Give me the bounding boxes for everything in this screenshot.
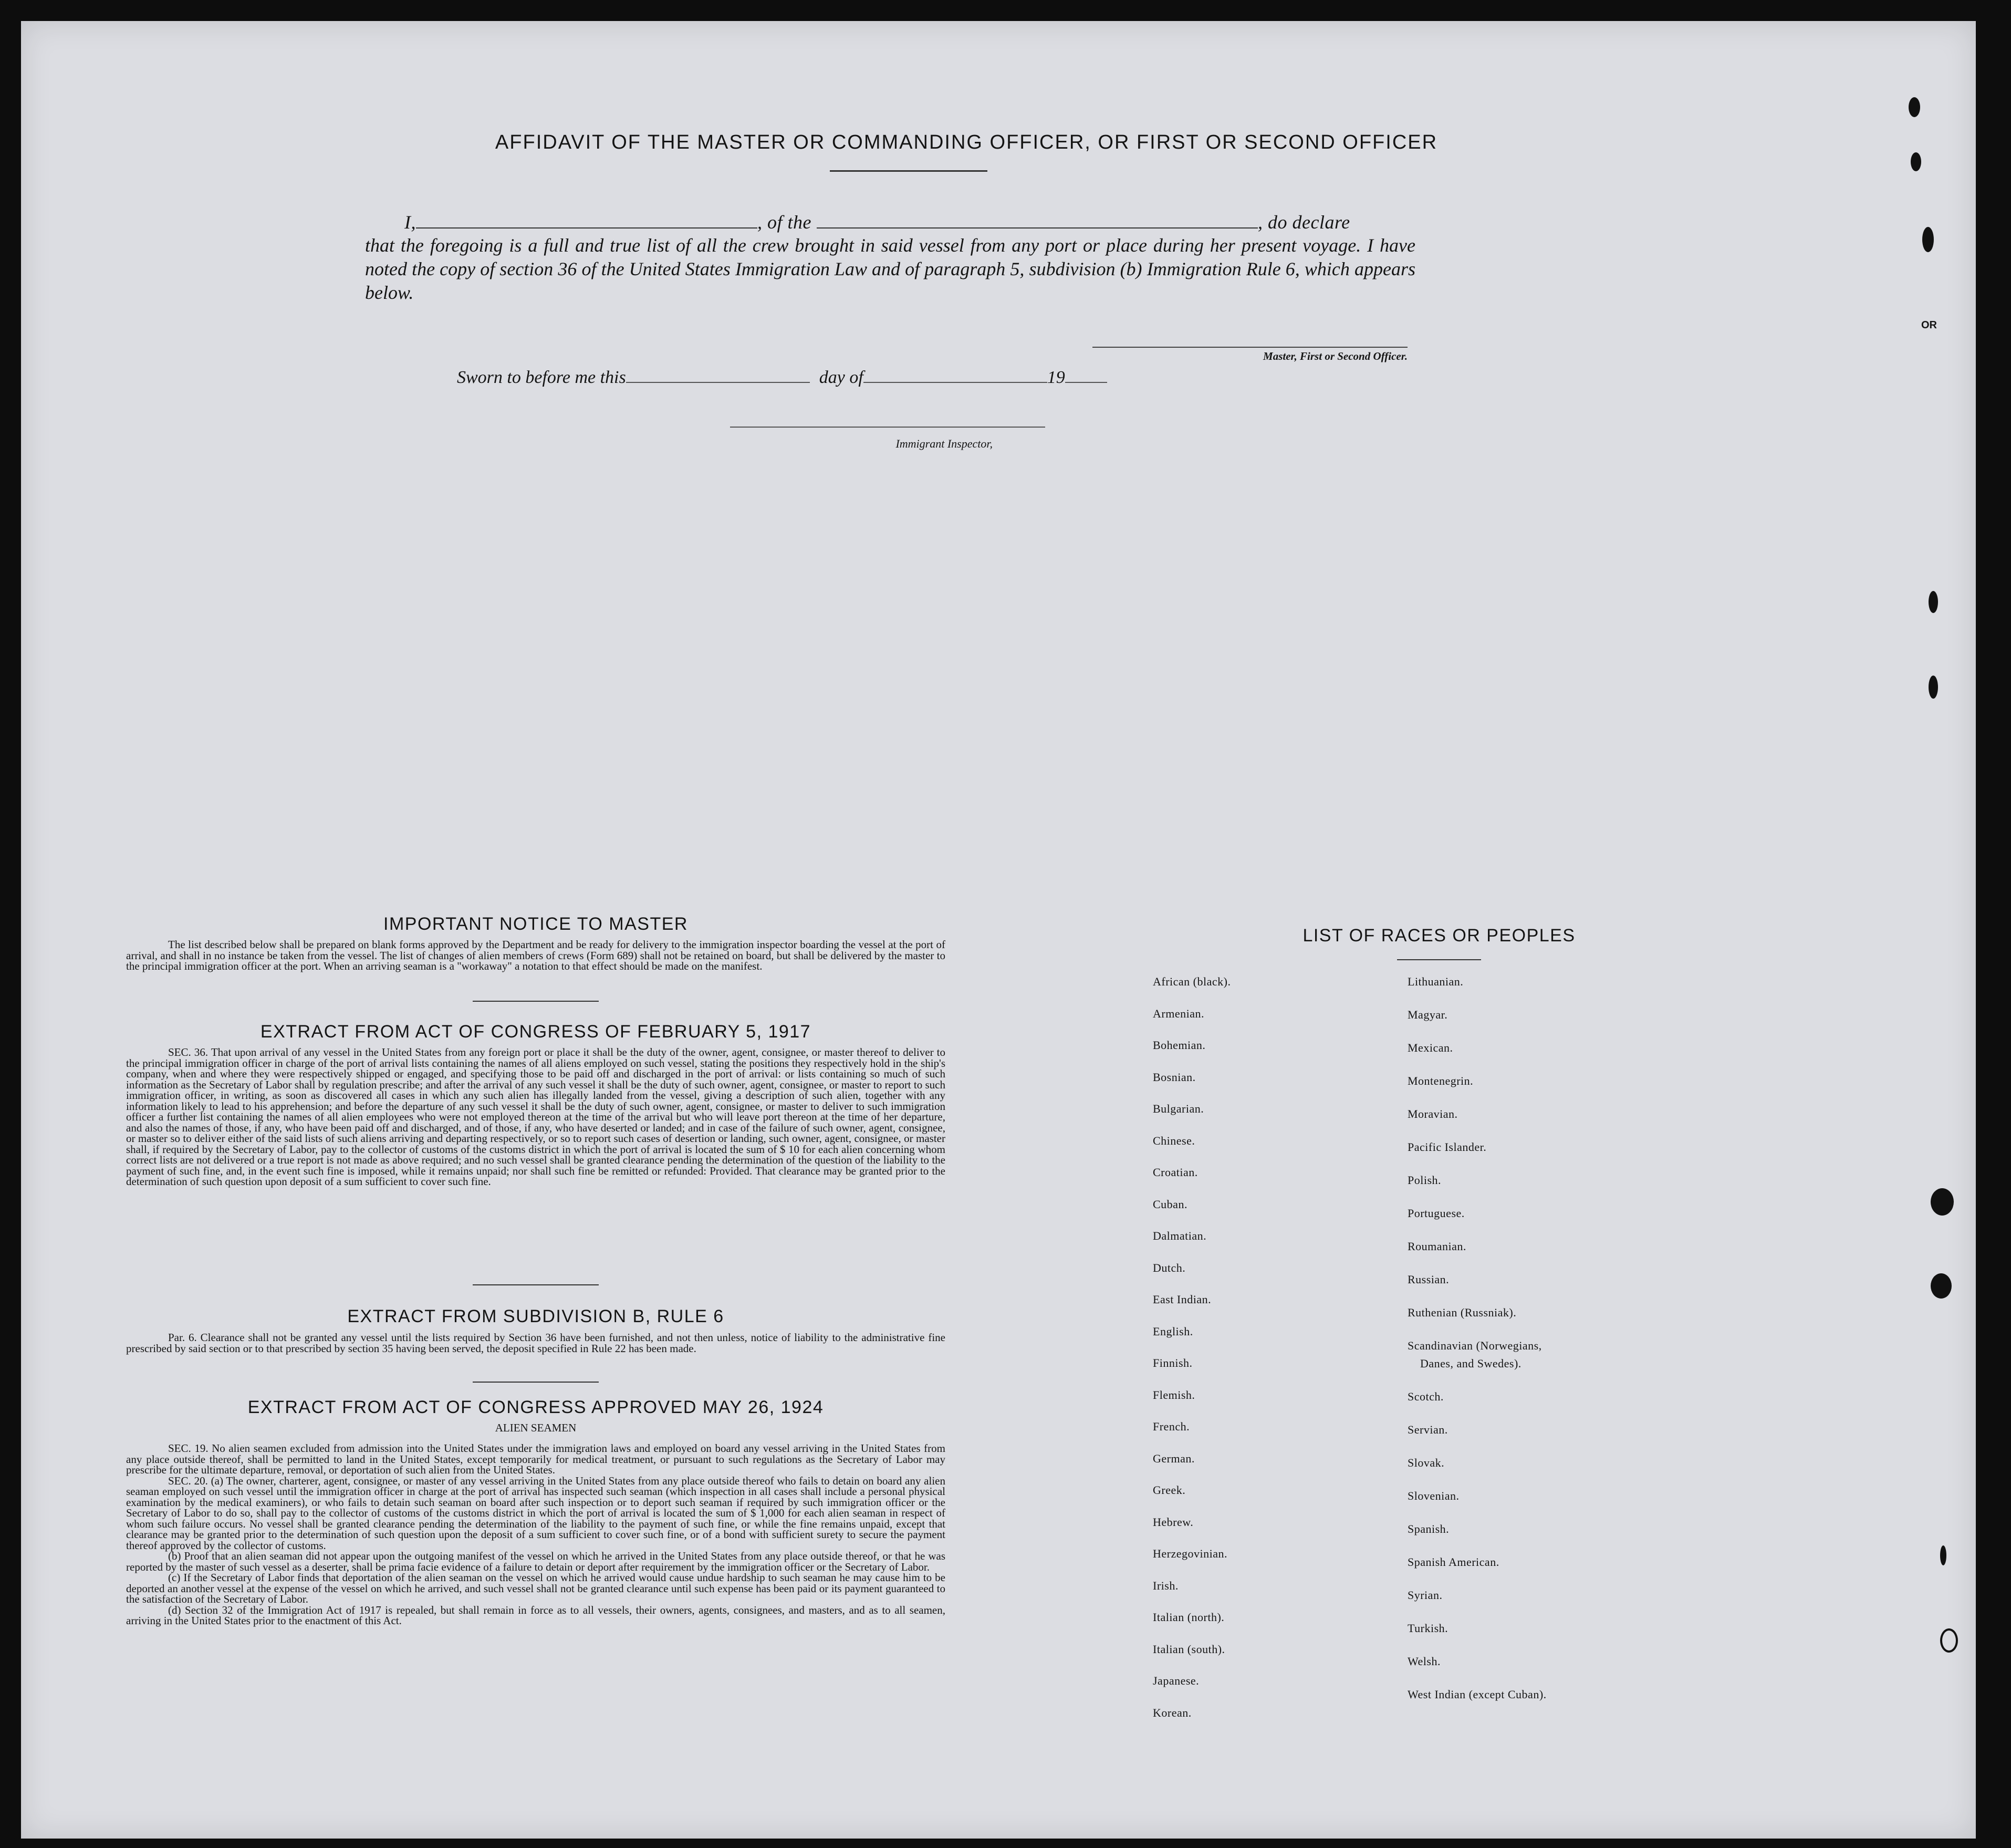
race-item: West Indian (except Cuban). bbox=[1408, 1688, 1547, 1701]
race-item: Dutch. bbox=[1153, 1261, 1186, 1274]
race-item: Ruthenian (Russniak). bbox=[1408, 1306, 1517, 1319]
section-divider bbox=[473, 1382, 599, 1383]
section-divider bbox=[473, 1001, 599, 1002]
punch-hole bbox=[1931, 1273, 1952, 1299]
race-item: Korean. bbox=[1153, 1706, 1192, 1719]
punch-hole-mark bbox=[1922, 227, 1934, 252]
extract-rule6-text: Par. 6. Clearance shall not be granted any vessel until the lists required by Section 36 have been furnished, and not then unless, notice of liability to the administrative fine prescribed by said section or to that prescribed by section 35 having been served, the deposit specified in Rule 22 has been made. bbox=[126, 1331, 945, 1355]
race-item: Syrian. bbox=[1408, 1589, 1443, 1602]
race-item: Japanese. bbox=[1153, 1674, 1200, 1687]
race-item: Slovenian. bbox=[1408, 1489, 1460, 1502]
race-item: Lithuanian. bbox=[1408, 975, 1464, 988]
extract-1924-text bbox=[126, 1443, 945, 1626]
document-page bbox=[21, 21, 1976, 1839]
race-item: Hebrew. bbox=[1153, 1515, 1194, 1529]
notice-title: IMPORTANT NOTICE TO MASTER bbox=[383, 914, 688, 934]
race-item: Servian. bbox=[1408, 1423, 1448, 1436]
race-item: Danes, and Swedes). bbox=[1420, 1357, 1522, 1370]
punch-hole-mark bbox=[1929, 676, 1938, 699]
declaration-line bbox=[404, 211, 1413, 233]
races-title: LIST OF RACES OR PEOPLES bbox=[1303, 926, 1576, 946]
punch-hole-mark bbox=[1909, 97, 1920, 117]
sec19-paragraph: SEC. 19. No alien seamen excluded from admission into the United States under the immigration laws and employed on board any vessel arriving in the United States from any place outside thereof, shall be permitted to land in the United States, except temporarily for medical treatment, or pursuant to such regulations as the Secretary of Labor may prescribe for the ultimate departure, removal, or deportation of such alien from the United States. bbox=[126, 1442, 945, 1476]
affidavit-title: AFFIDAVIT OF THE MASTER OR COMMANDING OFFICER, OR FIRST OR SECOND OFFICER bbox=[495, 131, 1438, 153]
sworn-text: Sworn to before me this bbox=[457, 368, 626, 387]
race-item: Russian. bbox=[1408, 1273, 1450, 1286]
day-blank bbox=[626, 368, 810, 383]
race-item: Roumanian. bbox=[1408, 1240, 1466, 1253]
race-item: Bulgarian. bbox=[1153, 1102, 1204, 1115]
race-item: Slovak. bbox=[1408, 1456, 1445, 1469]
race-item: Chinese. bbox=[1153, 1134, 1195, 1147]
race-item: Spanish. bbox=[1408, 1522, 1450, 1535]
race-item: Italian (north). bbox=[1153, 1611, 1225, 1624]
race-item: Magyar. bbox=[1408, 1008, 1448, 1021]
punch-hole-mark bbox=[1940, 1545, 1946, 1565]
extract-1917-text: SEC. 36. That upon arrival of any vessel in the United States from any foreign port or place it shall be the duty of the owner, agent, consignee, or master thereof to deliver to the principal immigration officer in charge of the port of arrival lists containing the names of all aliens employed on such vessel, stating the positions they respectively hold in the ship's company, when and where they were respectively shipped or engaged, and specifying those to be paid off and discharged in the port of arrival: or lists containing so much of such information as the Secretary of Labor shall by regulation prescribe; and after the arrival of any such vessel it shall be the duty of such owner, agent, consignee, or master to report to such immigration officer, in writing, as soon as discovered all cases in which any such alien has illegally landed from the vessel, giving a description of such alien, together with any information likely to lead to his apprehension; and before the departure of any such vessel it shall be the duty of such owner, agent, consignee, or master to deliver to such immigration officer a further list containing the names of all alien employees who were not employed thereon at the time of the arrival but who will leave port thereon at the time of her departure, and also the names of those, if any, who have been paid off and discharged, and of those, if any, who have deserted or landed; and in case of the failure of such owner, agent, consignee, or master so to deliver either of the said lists of such aliens arriving and departing respectively, or so to report such cases of desertion or landing, such owner, agent, consignee, or master shall, if required by the Secretary of Labor, pay to the collector of customs of the customs district in which the port of arrival is located the sum of $ 10 for each alien concerning whom correct lists are not delivered or a true report is not made as above required; and no such vessel shall be granted clearance pending the determination of the question of the liability to the payment of such fine, and, in the event such fine is imposed, while it remains unpaid; nor shall such fine be remitted or refunded: Provided. That clearance may be granted prior to the determination of such question upon deposit of a sum sufficient to cover such fine. bbox=[126, 1046, 945, 1188]
extract-1924-title: EXTRACT FROM ACT OF CONGRESS APPROVED MAY 26, 1924 bbox=[247, 1397, 824, 1417]
race-item: Moravian. bbox=[1408, 1107, 1458, 1120]
race-item: Armenian. bbox=[1153, 1006, 1204, 1020]
race-item: East Indian. bbox=[1153, 1293, 1212, 1306]
race-item: Montenegrin. bbox=[1408, 1074, 1474, 1087]
name-blank bbox=[416, 212, 757, 229]
master-signature-line bbox=[1092, 347, 1408, 348]
race-item: Greek. bbox=[1153, 1483, 1186, 1497]
race-item: Flemish. bbox=[1153, 1388, 1195, 1401]
race-item: Pacific Islander. bbox=[1408, 1140, 1487, 1154]
race-item: French. bbox=[1153, 1420, 1190, 1433]
affidavit-body: that the foregoing is a full and true list of all the crew brought in said vessel from any port or place during her present voyage. I have noted the copy of section 36 of the United States Immigration Law and of paragraph 5, subdivision (b) Immigration Rule 6, which appears below. bbox=[365, 235, 1415, 303]
extract-1924-subtitle: ALIEN SEAMEN bbox=[495, 1421, 577, 1434]
race-item: Scandinavian (Norwegians, bbox=[1408, 1339, 1542, 1352]
race-item: German. bbox=[1153, 1451, 1195, 1465]
race-item: Mexican. bbox=[1408, 1041, 1453, 1054]
sec20d-paragraph: (d) Section 32 of the Immigration Act of 1917 is repealed, but shall remain in force as to all vessels, their owners, agents, consignees, and masters, and as to all seamen, arriving in the United States prior to the enactment of this Act. bbox=[126, 1603, 945, 1627]
master-signature-label: Master, First or Second Officer. bbox=[1263, 350, 1408, 362]
margin-or-text: OR bbox=[1921, 319, 1937, 331]
extract-rule6-title: EXTRACT FROM SUBDIVISION B, RULE 6 bbox=[347, 1306, 724, 1326]
declaration-do-declare: , do declare bbox=[1257, 212, 1350, 233]
race-item: Dalmatian. bbox=[1153, 1229, 1207, 1242]
sworn-day-of: day of bbox=[819, 368, 863, 387]
race-item: Bosnian. bbox=[1153, 1070, 1196, 1084]
race-item: Finnish. bbox=[1153, 1356, 1193, 1369]
sworn-line bbox=[457, 368, 1192, 388]
inspector-signature-line bbox=[730, 427, 1045, 428]
race-item: Croatian. bbox=[1153, 1166, 1198, 1179]
race-item: Cuban. bbox=[1153, 1197, 1187, 1211]
section-divider bbox=[473, 1284, 599, 1285]
race-item: Welsh. bbox=[1408, 1655, 1441, 1668]
title-underline bbox=[830, 170, 987, 172]
sec20b-paragraph: (b) Proof that an alien seaman did not appear upon the outgoing manifest of the vessel on which he arrived in the United States from any place outside thereof, or that he was reported by the master of such vessel as a deserter, shall be prima facie evidence of a failure to detain or deport after requirement by the immigration officer or the Secretary of Labor. bbox=[126, 1550, 945, 1573]
notice-text: The list described below shall be prepared on blank forms approved by the Department and be ready for delivery to the immigration inspector boarding the vessel at the port of arrival, and shall in no instance be taken from the vessel. The list of changes of alien members of crews (Form 689) shall not be retained on board, but shall be delivered by the master to the principal immigration officer at the port. When an arriving seaman is a "workaway" a notation to that effect should be made on the manifest. bbox=[126, 938, 945, 972]
race-item: Irish. bbox=[1153, 1579, 1179, 1592]
race-item: African (black). bbox=[1153, 975, 1231, 988]
extract-1917-title: EXTRACT FROM ACT OF CONGRESS OF FEBRUARY 5, 1917 bbox=[260, 1022, 811, 1042]
race-item: Herzegovinian. bbox=[1153, 1547, 1227, 1560]
races-title-underline bbox=[1397, 959, 1481, 960]
punch-hole bbox=[1931, 1188, 1954, 1216]
punch-hole-mark bbox=[1929, 591, 1938, 613]
race-item: Bohemian. bbox=[1153, 1039, 1206, 1052]
race-item: Polish. bbox=[1408, 1174, 1442, 1187]
declaration-of-the: , of the bbox=[757, 212, 811, 233]
year-blank bbox=[1065, 368, 1107, 383]
punch-hole-mark bbox=[1911, 152, 1921, 171]
race-item: Scotch. bbox=[1408, 1390, 1444, 1403]
race-item: Spanish American. bbox=[1408, 1555, 1499, 1569]
sec20a-paragraph: SEC. 20. (a) The owner, charterer, agent, consignee, or master of any vessel arriving in the United States from any place outside thereof who fails to detain on board any alien seaman employed on such vessel until the immigration officer in charge at the port of arrival has inspected such seaman (which inspection in all cases shall include a personal physical examination by the medical examiners), or who fails to detain such seaman on board after such inspection or to deport such seaman if required by such immigration officer or the Secretary of Labor to do so, shall pay to the collector of customs of the customs district in which the port of arrival is located the sum of $ 1,000 for each alien seaman in respect of whom such failure occurs. No vessel shall be granted clearance pending the determination of the liability to the payment of such fine, or while the fine remains unpaid, except that clearance may be granted prior to the determination of such question upon the deposit of a sum sufficient to cover such fine, or of a bond with sufficient surety to secure the payment thereof approved by the collector of customs. bbox=[126, 1474, 945, 1552]
month-blank bbox=[863, 368, 1047, 383]
race-item: Italian (south). bbox=[1153, 1642, 1225, 1656]
inspector-label: Immigrant Inspector, bbox=[895, 437, 993, 450]
sec20c-paragraph: (c) If the Secretary of Labor finds that deportation of the alien seaman on the vessel on which he arrived would cause undue hardship to such seaman he may cause him to be deported an another vessel at the expense of the vessel on which he arrived, and such vessel shall not be granted clearance until such expense has been paid or its payment guaranteed to the satisfaction of the Secretary of Labor. bbox=[126, 1571, 945, 1605]
declaration-i: I, bbox=[404, 212, 416, 233]
race-item: Turkish. bbox=[1408, 1622, 1449, 1635]
race-item: Portuguese. bbox=[1408, 1207, 1465, 1220]
vessel-blank bbox=[817, 212, 1258, 229]
sworn-year-prefix: 19 bbox=[1047, 368, 1065, 387]
race-item: English. bbox=[1153, 1324, 1193, 1338]
punch-hole-mark bbox=[1940, 1628, 1958, 1653]
